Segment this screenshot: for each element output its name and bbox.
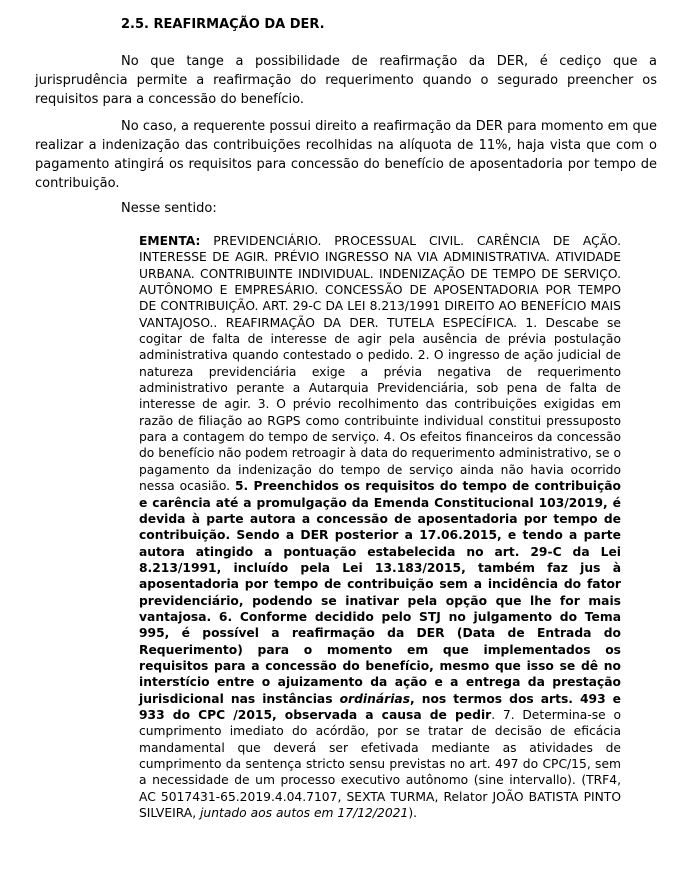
paragraph-reafirmacao-jurisprudencia: No que tange a possibilidade de reafirmação da DER, é cediço que a jurisprudência permite a reafirmação do requerimento quando o segurado preencher os requisitos para a concessão do benefício.: [35, 54, 657, 107]
section-heading: 2.5. REAFIRMAÇÃO DA DER.: [121, 17, 325, 32]
ementa-text-part-3: ).: [408, 806, 418, 821]
ementa-bold-part: 5. Preenchidos os requisitos do tempo de contribuição e carência até a promulgação da Emenda Constitucional 103/2019, é devida à parte autora a concessão de aposentadoria por tempo de contribuição. Sendo a DER posterior a 17.06.2015, e tendo a parte autora atingido a pontuação estabelecida no art. 29-C da Lei 8.213/1991, incluído pela Lei 13.183/2015, também faz jus à aposentadoria por tempo de contribuição sem a incidência do fator previdenciário, podendo se inativar pela opção que lhe for mais vantajosa. 6. Conforme decidido pelo STJ no julgamento do Tema 995, é possível a reafirmação da DER (Data de Entrada do Requerimento) para o momento em que implementados os requisitos para a concessão do benefício, mesmo que isso se dê no interstício entre o ajuizamento da ação e a entrega da prestação jurisdicional nas instâncias: [139, 479, 621, 706]
ementa-bold-part-2: , nos termos dos arts. 493 e 933 do CPC /2015, observada a causa de pedir: [139, 691, 621, 722]
ementa-bold-italic-part: ordinárias: [339, 691, 411, 706]
ementa-text-part: PREVIDENCIÁRIO. PROCESSUAL CIVIL. CARÊNCIA DE AÇÃO. INTERESSE DE AGIR. PRÉVIO INGRESSO NA VIA ADMINISTRATIVA. ATIVIDADE URBANA. CONTRIBUINTE INDIVIDUAL. INDENIZAÇÃO DE TEMPO DE SERVIÇO. AUTÔNOMO E EMPRESÁRIO. CONCESSÃO DE APOSENTADORIA POR TEMPO DE CONTRIBUIÇÃO. ART. 29-C DA LEI 8.213/1991 DIREITO AO BENEFÍCIO MAIS VANTAJOSO.. REAFIRMAÇÃO DA DER. TUTELA ESPECÍFICA. 1. Descabe se cogitar de falta de interesse de agir pela ausência de prévia postulação administrativa quando contestado o pedido. 2. O ingresso de ação judicial de natureza previdenciária exige a prévia negativa de requerimento administrativo perante a Autarquia Previdenciária, sob pena de falta de interesse de agir. 3. O prévio recolhimento das contribuições exigidas em razão de filiação ao RGPS como contribuinte individual constitui pressuposto para a contagem do tempo de serviço. 4. Os efeitos financeiros da concessão do benefício não podem retroagir à data do requerimento administrativo, se o pagamento da indenização do tempo de serviço ainda não havia ocorrido nessa ocasião.: [139, 234, 621, 494]
ementa-citation: [139, 233, 621, 821]
ementa-italic-part: juntado aos autos em 17/12/2021: [200, 806, 409, 821]
paragraph-caso-concreto: No caso, a requerente possui direito a reafirmação da DER para momento em que realizar a indenização das contribuições recolhidas na alíquota de 11%, haja vista que com o pagamento atingirá os requisitos para concessão do benefício de aposentadoria por tempo de contribuição.: [35, 119, 657, 191]
ementa-label: EMENTA:: [139, 234, 201, 248]
ementa-text-part-2: . 7. Determina-se o cumprimento imediato do acórdão, por se tratar de decisão de eficácia mandamental que deverá ser efetivada mediante as atividades de cumprimento da sentença stricto sensu previstas no art. 497 do CPC/15, sem a necessidade de um processo executivo autônomo (sine intervallo). (TRF4, AC 5017431-65.2019.4.04.7107, SEXTA TURMA, Relator JOÃO BATISTA PINTO SILVEIRA,: [139, 707, 621, 821]
lead-in-text: Nesse sentido:: [121, 201, 217, 216]
